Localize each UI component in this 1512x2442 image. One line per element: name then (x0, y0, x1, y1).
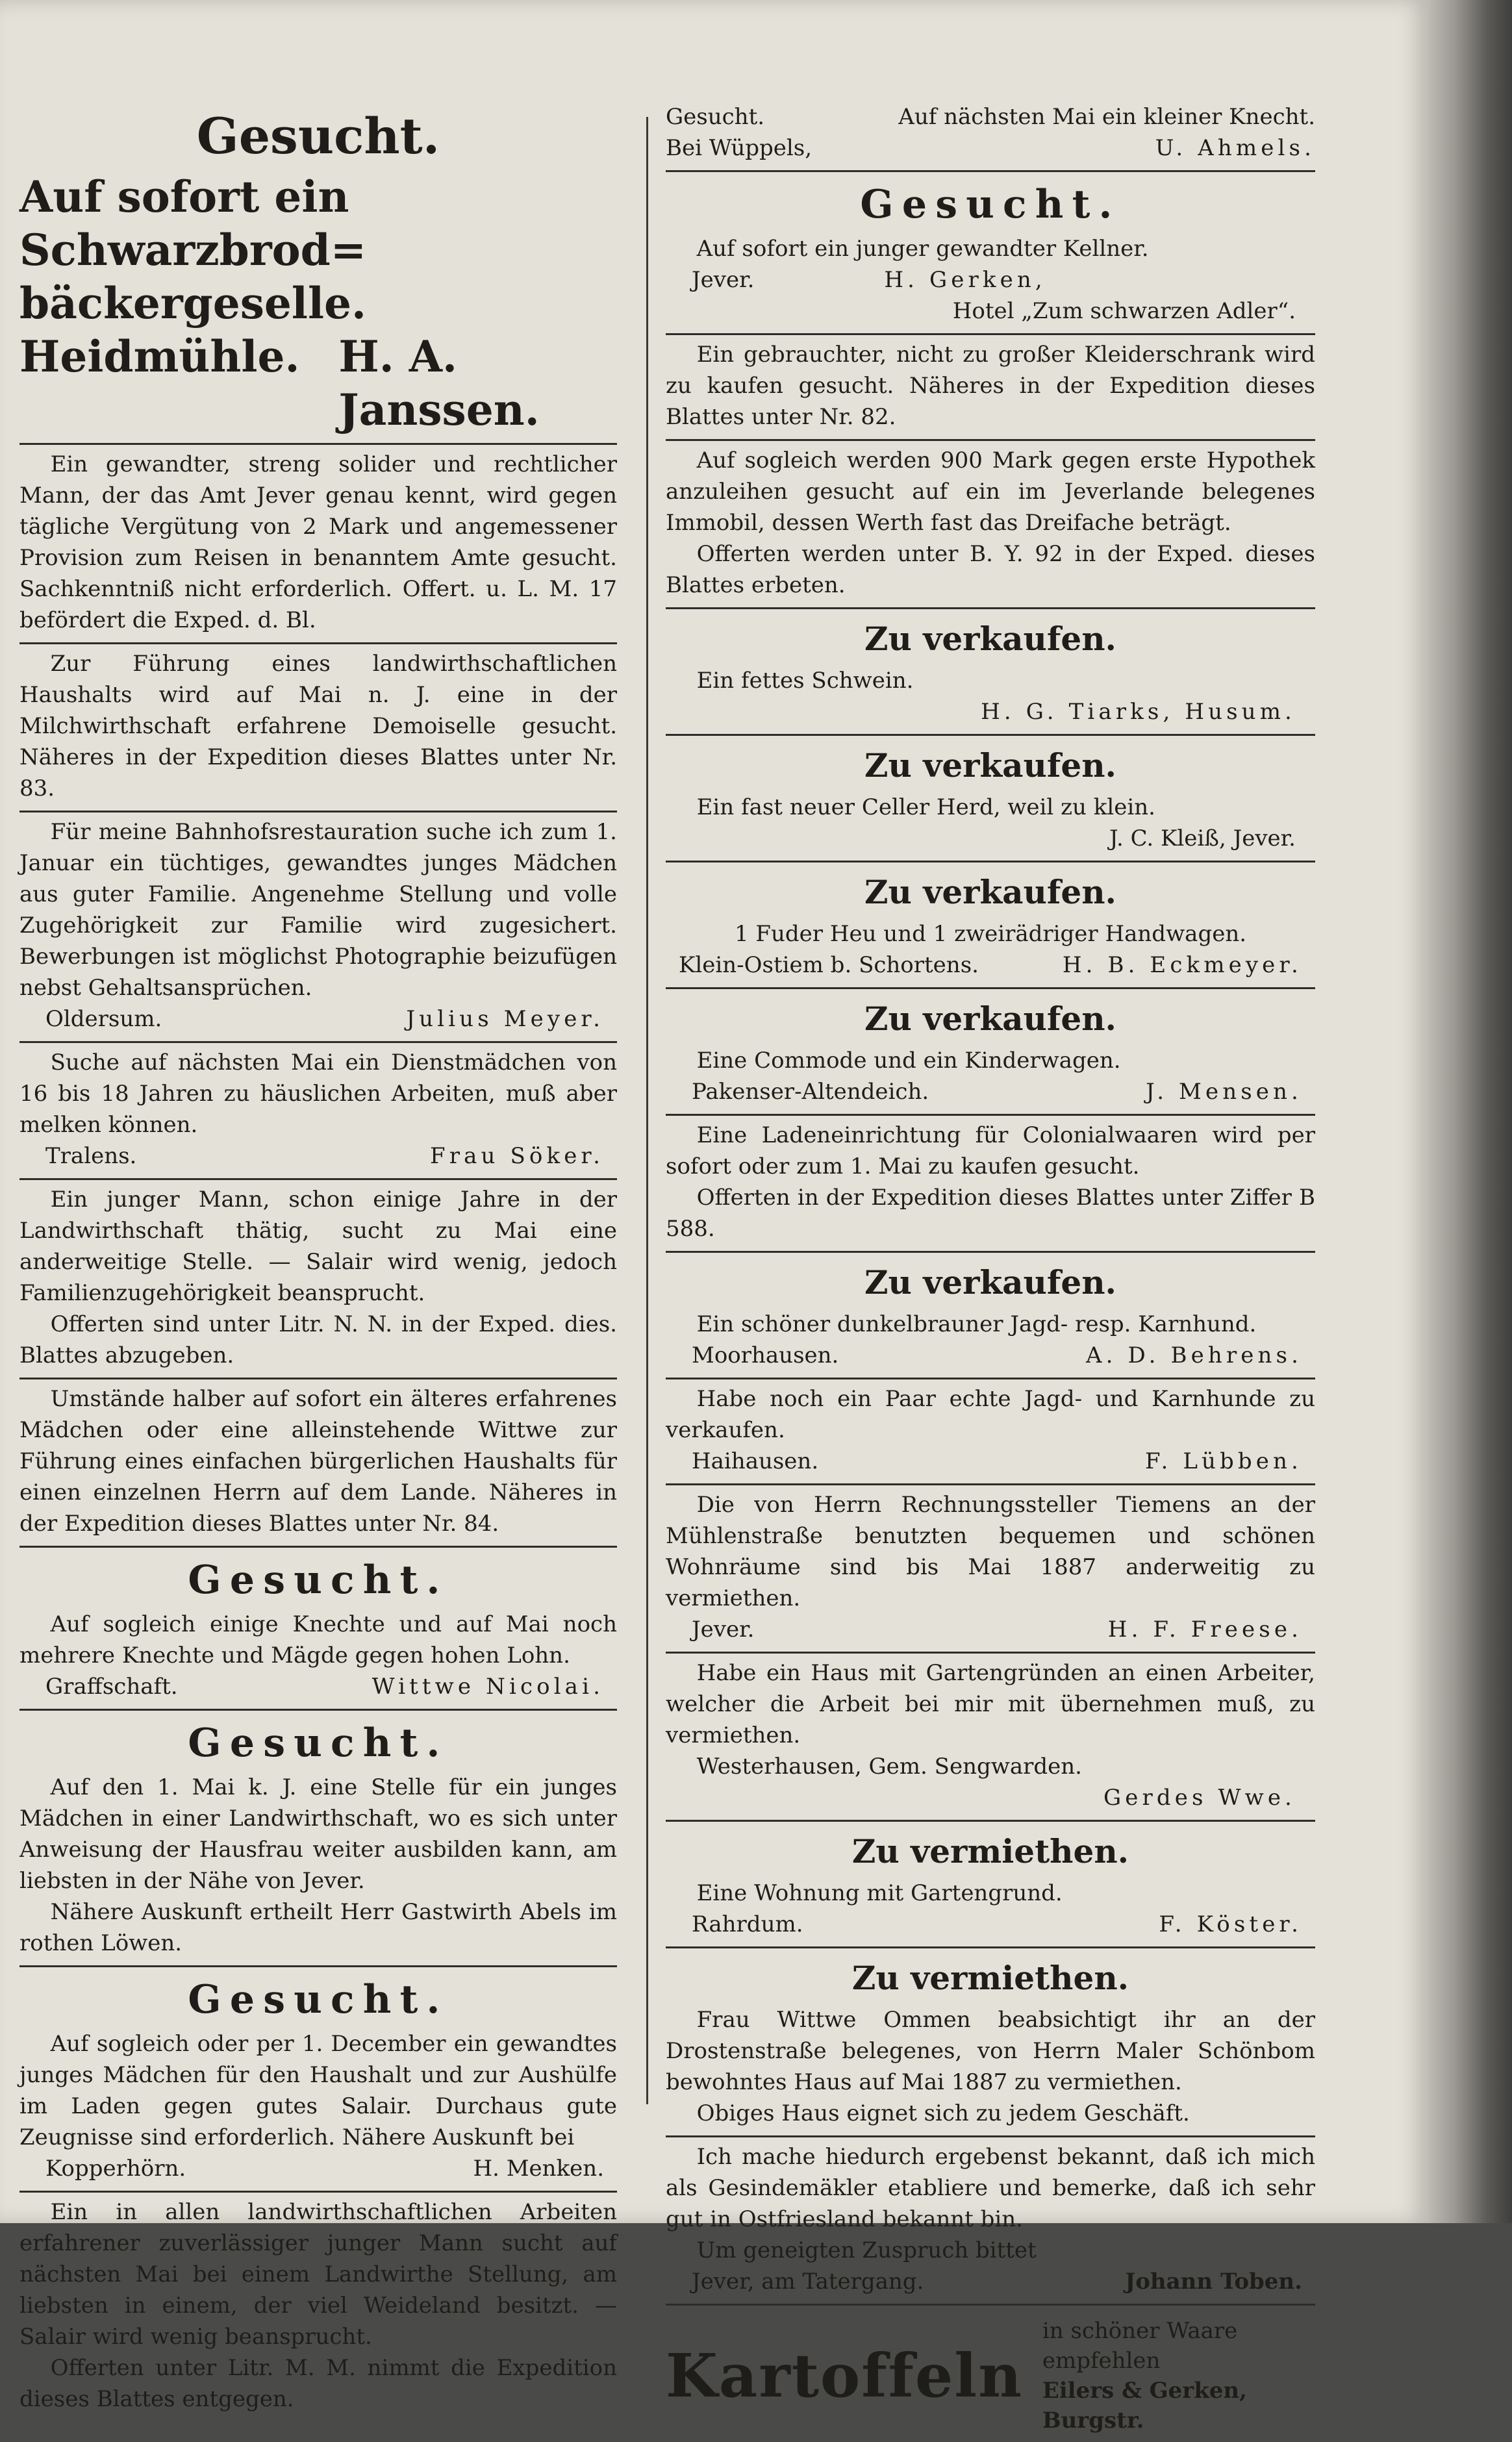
ad-commode (666, 989, 1315, 1116)
ad-place: Oldersum. (45, 1006, 162, 1032)
ad-text: Auf den 1. Mai k. J. eine Stelle für ein junges Mädchen in einer Landwirthschaft, wo es sich unter Anweisung der Hausfrau weiter ausbilden kann, am liebsten in der Nähe von Jever. (19, 1774, 617, 1894)
ad-text: 1 Fuder Heu und 1 zweirädriger Handwagen. (734, 921, 1247, 947)
ad-name: A. D. Behrens. (1085, 1342, 1302, 1368)
ad-schwein (666, 609, 1315, 736)
ad-text: Auf sogleich werden 900 Mark gegen erste Hypothek anzuleihen gesucht auf ein im Jeverlande belegenes Immobil, dessen Werth fast das Dreifache beträgt. (666, 447, 1315, 536)
ad-haushalt (19, 1379, 617, 1548)
ad-name: Gerdes Wwe. (1103, 1785, 1296, 1811)
ad-baker-wanted (19, 97, 617, 445)
ad-text: Habe noch ein Paar echte Jagd- und Karnhunde zu verkaufen. (666, 1386, 1315, 1443)
right-column (666, 97, 1315, 2442)
ad-text-2: Um geneigten Zuspruch bittet (696, 2237, 1037, 2263)
ad-dienstmaedchen (19, 1043, 617, 1180)
ad-hotel: Hotel „Zum schwarzen Adler“. (952, 298, 1296, 324)
ad-text: Auf sogleich oder per 1. December ein gewandtes junges Mädchen für den Haushalt und zur Aushülfe im Laden gegen gutes Salair. Durchaus gute Zeugnisse sind erforderlich. Nähere Auskunft bei (19, 2031, 617, 2150)
ad-kellner (666, 172, 1315, 335)
ad-name: H. Menken. (473, 2156, 604, 2182)
ad-text: Umstände halber auf sofort ein älteres erfahrenes Mädchen oder eine alleinstehende Wittwe zur Führung eines einfachen bürgerlichen Haushalts für einen einzelnen Herrn auf dem Lande. Näheres in der Expedition dieses Blattes unter Nr. 84. (19, 1386, 617, 1537)
ad-text: Ich mache hiedurch ergebenst bekannt, daß ich mich als Gesindemäkler etabliere und bemerke, daß ich sehr gut in Ostfriesland bekannt bin. (666, 2144, 1315, 2232)
ad-text-2: Obiges Haus eignet sich zu jedem Geschäft. (696, 2100, 1190, 2126)
ad-name: Frau Söker. (430, 1143, 604, 1169)
ad-bahnhof (19, 812, 617, 1043)
ad-ladeneinrichtung (666, 1116, 1315, 1253)
ad-name: F. Köster. (1159, 1911, 1302, 1937)
ad-text: Suche auf nächsten Mai ein Dienstmädchen von 16 bis 18 Jahren zu häuslichen Arbeiten, muß aber melken können. (19, 1050, 617, 1138)
ad-name: F. Lübben. (1145, 1448, 1302, 1474)
ad-text-2: Offerten sind unter Litr. N. N. in der Exped. dies. Blattes abzugeben. (19, 1311, 617, 1368)
ad-text: Ein fettes Schwein. (696, 668, 914, 694)
ad-junger-mann (19, 1180, 617, 1379)
ad-line: Auf sofort ein Schwarzbrod= (19, 171, 367, 275)
ad-place: Tralens. (45, 1143, 137, 1169)
ad-name: H. B. Eckmeyer. (1062, 952, 1302, 978)
ad-heu (666, 862, 1315, 989)
ad-text: Eine Commode und ein Kinderwagen. (696, 1048, 1121, 1074)
ad-text: Ein fast neuer Celler Herd, weil zu klein. (696, 794, 1155, 820)
ad-title: Zu verkaufen. (864, 620, 1116, 658)
ad-text: Habe ein Haus mit Gartengründen an einen Arbeiter, welcher die Arbeit bei mir mit übernehmen muß, zu vermiethen. (666, 1660, 1315, 1748)
ad-text: Eine Ladeneinrichtung für Colonialwaaren wird per sofort oder zum 1. Mai zu kaufen gesucht. (666, 1122, 1315, 1179)
ad-landwirth (19, 2193, 617, 2421)
ad-title: Zu verkaufen. (864, 1000, 1116, 1038)
ad-text: Ein gebrauchter, nicht zu großer Kleiderschrank wird zu kaufen gesucht. Näheres in der Expedition dieses Blattes unter Nr. 82. (666, 342, 1315, 430)
ad-text-2: Offerten werden unter B. Y. 92 in der Exped. dieses Blattes erbeten. (666, 541, 1315, 598)
ad-name: H. G. Tiarks, Husum. (981, 699, 1296, 725)
ad-title: Zu vermiethen. (851, 1959, 1129, 1997)
ad-title: Gesucht. (860, 182, 1121, 227)
ad-lead: Gesucht. (666, 104, 765, 130)
ad-title: Zu vermiethen. (851, 1832, 1129, 1870)
ad-text: Ein junger Mann, schon einige Jahre in der Landwirthschaft thätig, sucht zu Mai eine anderweitige Stelle. — Salair wird wenig, jedoch Familienzugehörigkeit beansprucht. (19, 1187, 617, 1306)
ad-knechte (19, 1548, 617, 1711)
ad-name: H. A. Janssen. (338, 331, 540, 435)
ad-name: H. F. Freese. (1107, 1617, 1302, 1643)
ad-traveller-wanted (19, 445, 617, 644)
ad-place: Heidmühle. (19, 331, 300, 382)
ad-text-2: Offerten unter Litr. M. M. nimmt die Expedition dieses Blattes entgegen. (19, 2355, 617, 2412)
ad-text: in schöner Waare empfehlen (1042, 2318, 1238, 2374)
ad-ommen (666, 1948, 1315, 2137)
ad-name: Julius Meyer. (406, 1006, 604, 1032)
ad-text: Auf sofort ein junger gewandter Kellner. (696, 236, 1149, 262)
ad-stelle-maedchen (19, 1711, 617, 1967)
ad-place: Jever. (692, 267, 755, 293)
ad-place: Bei Wüppels, (666, 135, 813, 161)
ad-place: Rahrdum. (692, 1911, 803, 1937)
ad-place: Graffschaft. (45, 1674, 178, 1700)
ad-title: Gesucht. (196, 107, 440, 165)
ad-place: Jever. (692, 1617, 755, 1643)
ad-place: Haihausen. (692, 1448, 819, 1474)
ad-name: Johann Toben. (1125, 2269, 1302, 2295)
ad-text: Auf nächsten Mai ein kleiner Knecht. (898, 104, 1315, 130)
ad-hypothek (666, 441, 1315, 609)
ad-demoiselle-wanted (19, 644, 617, 812)
ad-name: Wittwe Nicolai. (372, 1674, 604, 1700)
ad-title: Zu verkaufen. (864, 746, 1116, 785)
ad-place: Klein-Ostiem b. Schortens. (679, 952, 979, 978)
ad-text: Frau Wittwe Ommen beabsichtigt ihr an der Drostenstraße belegenes, von Herrn Maler Schönbom bewohntes Haus auf Mai 1887 zu vermiethen. (666, 2007, 1315, 2095)
ad-text: Ein gewandter, streng solider und rechtlicher Mann, der das Amt Jever genau kennt, wird gegen tägliche Vergütung von 2 Mark und angemessener Provision zum Reisen in benanntem Amte gesucht. Sachkenntniß nicht erforderlich. Offert. u. L. M. 17 befördert die Exped. d. Bl. (19, 451, 617, 633)
ad-haus-arbeiter (666, 1654, 1315, 1822)
ad-title: Gesucht. (188, 1977, 449, 2022)
ad-name: H. Gerken, (884, 267, 1046, 293)
ad-karnhunde (666, 1379, 1315, 1485)
ad-title: Zu verkaufen. (864, 1263, 1116, 1302)
ad-laden (19, 1967, 617, 2193)
ad-name: U. Ahmels. (1155, 135, 1315, 161)
ad-kartoffeln (666, 2306, 1315, 2442)
ad-text: Zur Führung eines landwirthschaftlichen Haushalts wird auf Mai n. J. eine in der Milchwirthschaft erfahrene Demoiselle gesucht. Näheres in der Expedition dieses Blattes unter Nr. 83. (19, 651, 617, 801)
ad-kleiderschrank (666, 335, 1315, 441)
ad-title: Gesucht. (188, 1720, 449, 1766)
ad-jagdhund (666, 1253, 1315, 1379)
left-column (19, 97, 617, 2421)
ad-title: Gesucht. (188, 1557, 449, 1603)
book-edge (1429, 0, 1512, 2223)
ad-place: Moorhausen. (692, 1342, 839, 1368)
ad-text: Ein in allen landwirthschaftlichen Arbeiten erfahrener zuverlässiger junger Mann sucht auf nächsten Mai bei einem Landwirthe Stellung, am liebsten in einem, der viel Weideland besitzt. — Salair wird wenig beansprucht. (19, 2199, 617, 2350)
ad-herd (666, 736, 1315, 862)
ad-text: Ein schöner dunkelbrauner Jagd- resp. Karnhund. (696, 1311, 1257, 1337)
ad-text-2: Offerten in der Expedition dieses Blattes unter Ziffer B 588. (666, 1185, 1315, 1242)
ad-gesindemaekler (666, 2137, 1315, 2306)
ad-wohnung (666, 1822, 1315, 1948)
ad-title: Zu verkaufen. (864, 873, 1116, 911)
ad-text: Eine Wohnung mit Gartengrund. (696, 1880, 1063, 1906)
ad-name: Eilers & Gerken, Burgstr. (1042, 2378, 1247, 2434)
column-divider (646, 117, 648, 2104)
ad-text-2: Nähere Auskunft ertheilt Herr Gastwirth Abels im rothen Löwen. (19, 1899, 617, 1956)
ad-knecht (666, 97, 1315, 172)
ad-name: J. Mensen. (1146, 1079, 1302, 1105)
ad-place: Jever, am Tatergang. (692, 2269, 924, 2295)
ad-text-2: Westerhausen, Gem. Sengwarden. (696, 1754, 1082, 1780)
ad-text: Die von Herrn Rechnungssteller Tiemens an der Mühlenstraße benutzten bequemen und schönen Wohnräume sind bis Mai 1887 anderweitig zu vermiethen. (666, 1492, 1315, 1611)
ad-text: Auf sogleich einige Knechte und auf Mai noch mehrere Knechte und Mägde gegen hohen Lohn. (19, 1611, 617, 1668)
ad-name: J. C. Kleiß, Jever. (1109, 825, 1296, 851)
ad-wohnraeume (666, 1485, 1315, 1654)
ad-text: Für meine Bahnhofsrestauration suche ich zum 1. Januar ein tüchtiges, gewandtes junges Mädchen aus guter Familie. Angenehme Stellung und volle Zugehörigkeit zur Familie wird zugesichert. Bewerbungen ist möglichst Photographie beizufügen nebst Gehaltsansprüchen. (19, 819, 617, 1001)
ad-headword: Kartoffeln (666, 2341, 1023, 2411)
ad-place: Kopperhörn. (45, 2156, 186, 2182)
ad-place: Pakenser-Altendeich. (692, 1079, 929, 1105)
ad-line: bäckergeselle. (19, 278, 366, 329)
